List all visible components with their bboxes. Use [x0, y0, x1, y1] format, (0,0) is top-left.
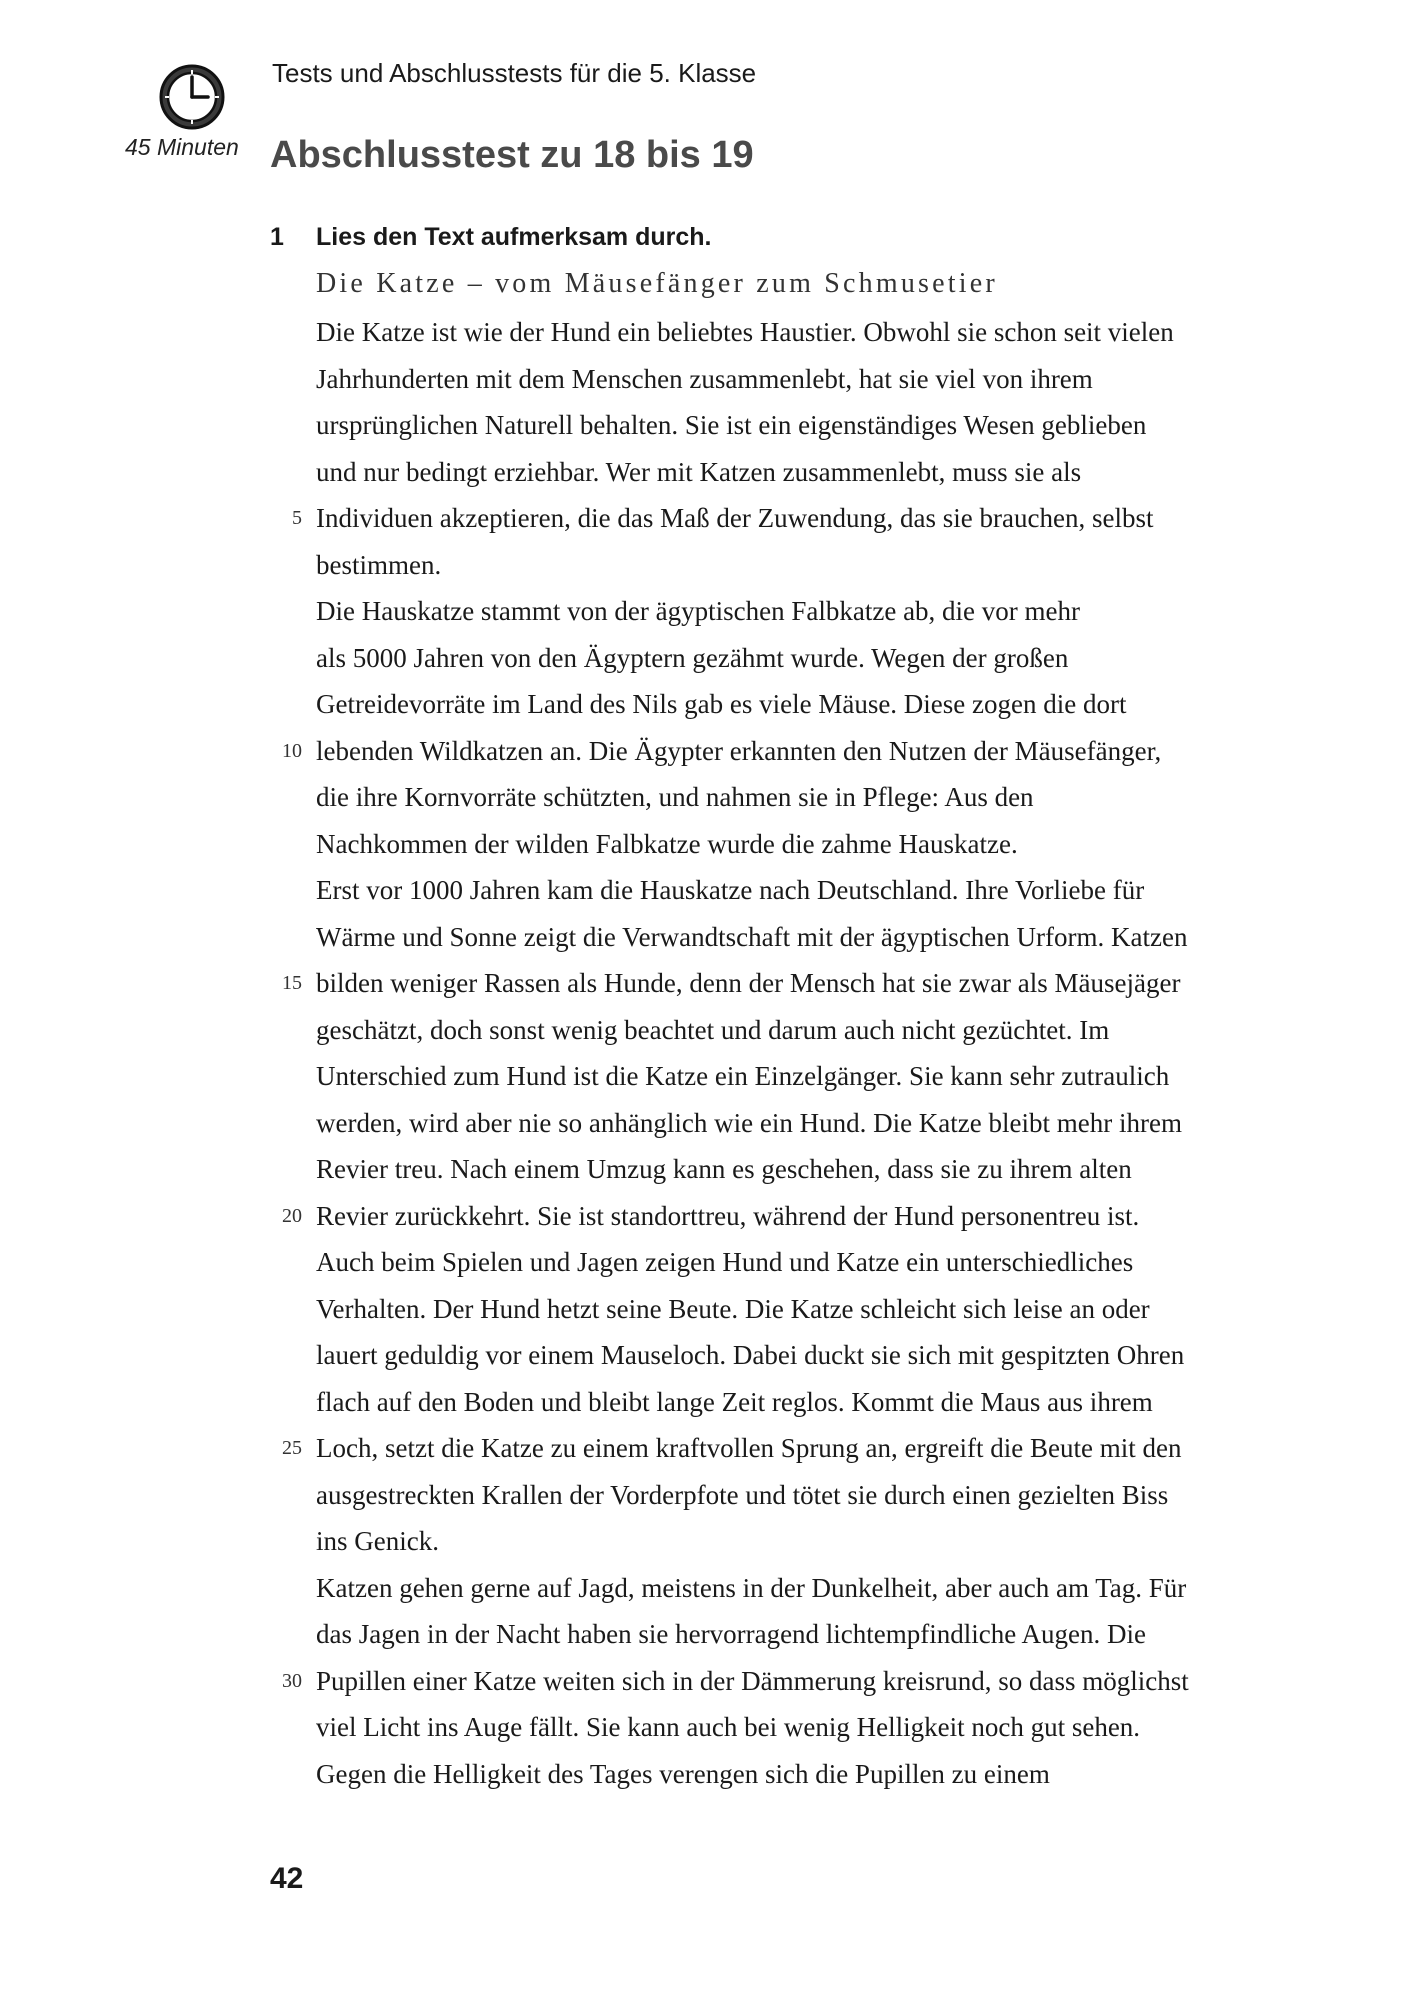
text-title: Die Katze – vom Mäusefänger zum Schmusetier: [316, 268, 998, 299]
line-text: Wärme und Sonne zeigt die Verwandtschaft mit der ägyptischen Urform. Katzen: [316, 921, 1188, 952]
text-line: [280, 728, 1290, 775]
line-text: als 5000 Jahren von den Ägyptern gezähmt wurde. Wegen der großen: [316, 642, 1069, 673]
line-number: 25: [282, 1437, 302, 1459]
line-text: Revier zurückkehrt. Sie ist standorttreu, während der Hund personentreu ist.: [316, 1200, 1140, 1231]
text-line: [280, 356, 1290, 403]
line-number: 20: [282, 1204, 302, 1227]
line-text: das Jagen in der Nacht haben sie hervorragend lichtempfindliche Augen. Die: [316, 1619, 1146, 1649]
line-text: bilden weniger Rassen als Hunde, denn der Mensch hat sie zwar als Mäusejäger: [316, 968, 1181, 998]
line-text: flach auf den Boden und bleibt lange Zeit reglos. Kommt die Maus aus ihrem: [316, 1386, 1153, 1417]
line-number: 5: [292, 507, 302, 529]
page-number: 42: [270, 1862, 304, 1895]
text-line: [280, 449, 1290, 496]
task-instruction: Lies den Text aufmerksam durch.: [316, 223, 712, 251]
line-text: Verhalten. Der Hund hetzt seine Beute. Die Katze schleicht sich leise an oder: [316, 1293, 1150, 1324]
text-line: [280, 1658, 1290, 1705]
line-text: lebenden Wildkatzen an. Die Ägypter erkannten den Nutzen der Mäusefänger,: [316, 735, 1162, 766]
text-line: [280, 1751, 1290, 1798]
line-text: die ihre Kornvorräte schützten, und nahmen sie in Pflege: Aus den: [316, 782, 1034, 812]
line-number: 10: [282, 739, 302, 762]
line-text: Pupillen einer Katze weiten sich in der Dämmerung kreisrund, so dass möglichst: [316, 1665, 1189, 1696]
text-line: [280, 1332, 1290, 1379]
line-text: bestimmen.: [316, 549, 442, 580]
line-text: Katzen gehen gerne auf Jagd, meistens in der Dunkelheit, aber auch am Tag. Für: [316, 1572, 1187, 1603]
line-text: Gegen die Helligkeit des Tages verengen sich die Pupillen zu einem: [316, 1758, 1050, 1789]
clock-icon: [156, 60, 228, 132]
line-text: Revier treu. Nach einem Umzug kann es geschehen, dass sie zu ihrem alten: [316, 1154, 1132, 1184]
line-text: viel Licht ins Auge fällt. Sie kann auch bei wenig Helligkeit noch gut sehen.: [316, 1712, 1141, 1742]
text-line: [280, 309, 1290, 356]
line-text: Erst vor 1000 Jahren kam die Hauskatze nach Deutschland. Ihre Vorliebe für: [316, 875, 1145, 905]
text-line: [280, 821, 1290, 868]
text-line: [280, 1565, 1290, 1612]
text-line: [280, 1425, 1290, 1472]
series-title: Tests und Abschlusstests für die 5. Klasse: [272, 58, 757, 88]
text-line: [280, 1053, 1290, 1100]
text-line: [280, 914, 1290, 961]
line-text: Jahrhunderten mit dem Menschen zusammenlebt, hat sie viel von ihrem: [316, 363, 1093, 394]
line-text: Die Katze ist wie der Hund ein beliebtes Haustier. Obwohl sie schon seit vielen: [316, 317, 1174, 347]
line-text: ausgestreckten Krallen der Vorderpfote und tötet sie durch einen gezielten Biss: [316, 1479, 1169, 1510]
text-line: [280, 1007, 1290, 1054]
text-line: [280, 635, 1290, 682]
text-line: [280, 1146, 1290, 1193]
line-text: geschätzt, doch sonst wenig beachtet und darum auch nicht gezüchtet. Im: [316, 1014, 1110, 1045]
line-text: Getreidevorräte im Land des Nils gab es viele Mäuse. Diese zogen die dort: [316, 689, 1127, 719]
line-text: Unterschied zum Hund ist die Katze ein Einzelgänger. Sie kann sehr zutraulich: [316, 1061, 1170, 1091]
text-line: [280, 1518, 1290, 1565]
line-text: Die Hauskatze stammt von der ägyptischen Falbkatze ab, die vor mehr: [316, 596, 1081, 626]
text-line: [280, 1100, 1290, 1147]
text-line: [280, 867, 1290, 914]
text-line: [280, 1704, 1290, 1751]
line-number: 15: [282, 972, 302, 994]
line-text: und nur bedingt erziehbar. Wer mit Katzen zusammenlebt, muss sie als: [316, 456, 1082, 487]
text-line: [280, 495, 1290, 542]
line-number: 30: [282, 1669, 302, 1692]
line-text: werden, wird aber nie so anhänglich wie ein Hund. Die Katze bleibt mehr ihrem: [316, 1107, 1182, 1138]
text-line: [280, 1472, 1290, 1519]
line-text: ins Genick.: [316, 1526, 439, 1556]
line-text: lauert geduldig vor einem Mauseloch. Dabei duckt sie sich mit gespitzten Ohren: [316, 1340, 1185, 1370]
text-line: [280, 1611, 1290, 1658]
text-line: [280, 1379, 1290, 1426]
line-text: Nachkommen der wilden Falbkatze wurde die zahme Hauskatze.: [316, 828, 1018, 859]
timer-label: 45 Minuten: [125, 134, 239, 160]
text-line: [280, 588, 1290, 635]
text-line: [280, 1193, 1290, 1240]
text-line: [280, 1239, 1290, 1286]
line-text: Individuen akzeptieren, die das Maß der Zuwendung, das sie brauchen, selbst: [316, 503, 1154, 533]
page-title: Abschlusstest zu 18 bis 19: [270, 134, 754, 176]
text-line: [280, 774, 1290, 821]
text-line: [280, 542, 1290, 589]
task-number: 1: [270, 223, 284, 251]
line-text: ursprünglichen Naturell behalten. Sie ist ein eigenständiges Wesen geblieben: [316, 410, 1147, 440]
line-text: Auch beim Spielen und Jagen zeigen Hund und Katze ein unterschiedliches: [316, 1247, 1134, 1277]
text-line: [280, 681, 1290, 728]
text-line: [280, 1286, 1290, 1333]
text-line: [280, 960, 1290, 1007]
line-text: Loch, setzt die Katze zu einem kraftvollen Sprung an, ergreift die Beute mit den: [316, 1433, 1182, 1463]
text-line: [280, 402, 1290, 449]
reading-text: [280, 309, 1290, 1797]
